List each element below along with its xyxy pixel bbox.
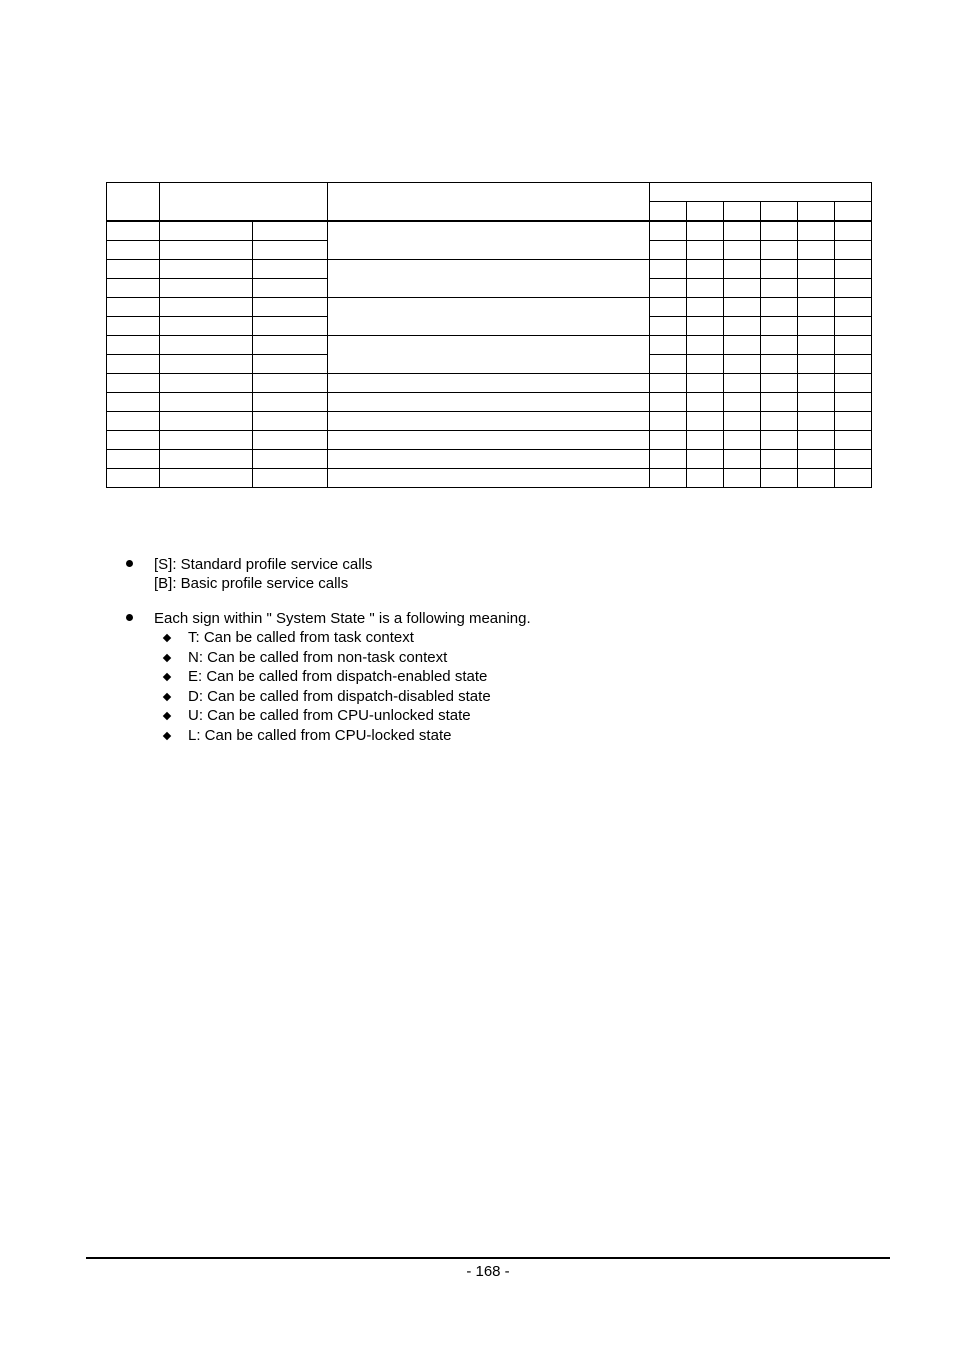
profile-note-line: [S]: Standard profile service calls [154, 556, 373, 573]
table-cell [835, 336, 872, 355]
table-cell [650, 450, 687, 469]
diamond-bullet-icon [163, 692, 171, 700]
table-cell [107, 241, 160, 260]
state-header-cell [724, 202, 761, 222]
table-row [107, 412, 872, 431]
service-call-table [106, 182, 872, 488]
table-cell [761, 241, 798, 260]
table-row [107, 450, 872, 469]
table-cell [650, 298, 687, 317]
table-cell [835, 221, 872, 241]
table-cell [107, 374, 160, 393]
table-cell [761, 450, 798, 469]
table-cell [798, 412, 835, 431]
table-cell [761, 431, 798, 450]
table-cell [160, 374, 253, 393]
table-cell [253, 412, 328, 431]
table-row [107, 469, 872, 488]
table-row [107, 393, 872, 412]
table-cell [687, 279, 724, 298]
table-cell [724, 431, 761, 450]
table-cell [253, 279, 328, 298]
table-cell [107, 336, 160, 355]
table-cell [761, 355, 798, 374]
table-cell [107, 221, 160, 241]
table-cell [835, 431, 872, 450]
table-cell [798, 298, 835, 317]
description-cell [328, 374, 650, 393]
table-cell [107, 412, 160, 431]
list-item [154, 726, 824, 746]
table-row [107, 221, 872, 241]
table-cell [160, 431, 253, 450]
table-cell [798, 221, 835, 241]
description-cell [328, 469, 650, 488]
state-header-cell [761, 202, 798, 222]
table-cell [107, 393, 160, 412]
table-cell [687, 431, 724, 450]
profile-note-line: [B]: Basic profile service calls [154, 575, 349, 592]
description-cell [328, 260, 650, 298]
description-cell [328, 336, 650, 374]
table-header-cell [107, 183, 160, 222]
footer-divider [86, 1257, 890, 1259]
list-item [154, 706, 824, 726]
table-cell [253, 431, 328, 450]
table-cell [253, 241, 328, 260]
table-cell [798, 279, 835, 298]
table-cell [650, 374, 687, 393]
table-cell [253, 469, 328, 488]
bullet-icon [126, 560, 133, 567]
table-cell [835, 241, 872, 260]
table-cell [761, 279, 798, 298]
table-cell [761, 260, 798, 279]
table-cell [835, 355, 872, 374]
description-cell [328, 431, 650, 450]
table-cell [798, 450, 835, 469]
table-cell [724, 469, 761, 488]
table-cell [687, 355, 724, 374]
system-state-note [124, 609, 824, 745]
description-cell [328, 450, 650, 469]
description-cell [328, 221, 650, 260]
table-cell [798, 393, 835, 412]
table-cell [835, 279, 872, 298]
table-cell [724, 450, 761, 469]
table-cell [650, 469, 687, 488]
table-cell [835, 260, 872, 279]
table-cell [650, 279, 687, 298]
table-cell [160, 336, 253, 355]
table-cell [107, 431, 160, 450]
table-cell [650, 241, 687, 260]
table-cell [687, 450, 724, 469]
table-cell [761, 336, 798, 355]
table-cell [160, 260, 253, 279]
table-cell [687, 336, 724, 355]
description-cell [328, 393, 650, 412]
table-cell [253, 221, 328, 241]
table-cell [160, 279, 253, 298]
table-cell [160, 298, 253, 317]
system-state-list [154, 628, 824, 745]
table-cell [253, 260, 328, 279]
table-cell [835, 374, 872, 393]
table-cell [253, 336, 328, 355]
table-cell [107, 298, 160, 317]
table-cell [687, 469, 724, 488]
table-cell [650, 431, 687, 450]
table-cell [798, 336, 835, 355]
table-cell [253, 374, 328, 393]
list-item [154, 667, 824, 687]
list-item-text: U: Can be called from CPU-unlocked state [188, 707, 471, 724]
table-cell [160, 393, 253, 412]
table-cell [724, 298, 761, 317]
list-item-text: E: Can be called from dispatch-enabled state [188, 668, 488, 685]
table-cell [761, 374, 798, 393]
table-cell [835, 298, 872, 317]
table-cell [835, 317, 872, 336]
table-cell [724, 374, 761, 393]
table-cell [798, 317, 835, 336]
table-cell [724, 260, 761, 279]
table-cell [650, 260, 687, 279]
table-cell [724, 412, 761, 431]
table-cell [687, 393, 724, 412]
table-cell [724, 336, 761, 355]
table-header-cell [328, 183, 650, 222]
list-item [154, 687, 824, 707]
table-cell [761, 412, 798, 431]
diamond-bullet-icon [163, 712, 171, 720]
table-cell [798, 241, 835, 260]
table-row [107, 336, 872, 355]
description-cell [328, 412, 650, 431]
table-cell [798, 469, 835, 488]
system-state-intro: Each sign within " System State " is a following meaning. [154, 610, 531, 627]
table-cell [160, 317, 253, 336]
table-cell [650, 412, 687, 431]
notes-section [124, 555, 824, 761]
state-header-cell [835, 202, 872, 222]
list-item-text: L: Can be called from CPU-locked state [188, 726, 452, 744]
state-header-cell [798, 202, 835, 222]
table-cell [160, 450, 253, 469]
table-cell [687, 221, 724, 241]
list-item-text: D: Can be called from dispatch-disabled state [188, 687, 491, 705]
table-cell [160, 355, 253, 374]
list-item [154, 648, 824, 668]
table-cell [687, 260, 724, 279]
table-cell [160, 412, 253, 431]
table-cell [798, 355, 835, 374]
state-header-cell [650, 202, 687, 222]
list-item-text: T: Can be called from task context [188, 629, 414, 646]
profile-note [124, 555, 824, 593]
table-cell [687, 374, 724, 393]
page-number: - 168 - [466, 1263, 510, 1280]
table-cell [650, 393, 687, 412]
diamond-bullet-icon [163, 673, 171, 681]
table-cell [160, 221, 253, 241]
bullet-icon [126, 614, 133, 621]
table-row [107, 431, 872, 450]
table-cell [724, 393, 761, 412]
table-cell [761, 298, 798, 317]
table-cell [253, 355, 328, 374]
table-cell [687, 241, 724, 260]
table-cell [798, 374, 835, 393]
state-header-cell [687, 202, 724, 222]
table-cell [650, 355, 687, 374]
table-cell [798, 260, 835, 279]
table-cell [761, 469, 798, 488]
table-cell [761, 221, 798, 241]
table-row [107, 298, 872, 317]
table-cell [724, 355, 761, 374]
table-cell [687, 298, 724, 317]
table-cell [160, 469, 253, 488]
table-cell [107, 317, 160, 336]
table-header-cell [160, 183, 328, 222]
table-cell [724, 317, 761, 336]
table-cell [253, 450, 328, 469]
table-cell [761, 317, 798, 336]
table-cell [650, 336, 687, 355]
table-cell [835, 469, 872, 488]
table-cell [724, 241, 761, 260]
system-state-header-cell [650, 183, 872, 202]
table-cell [650, 317, 687, 336]
table-cell [253, 317, 328, 336]
table-cell [160, 241, 253, 260]
table-cell [835, 450, 872, 469]
table-cell [687, 412, 724, 431]
list-item-text: N: Can be called from non-task context [188, 648, 448, 666]
table-cell [724, 221, 761, 241]
table-cell [724, 279, 761, 298]
table-cell [650, 221, 687, 241]
table-row [107, 260, 872, 279]
table-cell [107, 260, 160, 279]
table-cell [835, 412, 872, 431]
table-cell [687, 317, 724, 336]
table-row [107, 374, 872, 393]
table-cell [107, 279, 160, 298]
table-cell [107, 355, 160, 374]
list-item [154, 628, 824, 648]
table-header-row [107, 183, 872, 202]
table-cell [253, 298, 328, 317]
table-cell [761, 393, 798, 412]
table-cell [107, 450, 160, 469]
table-cell [798, 431, 835, 450]
diamond-bullet-icon [163, 653, 171, 661]
table-cell [107, 469, 160, 488]
table-cell [253, 393, 328, 412]
diamond-bullet-icon [163, 731, 171, 739]
diamond-bullet-icon [163, 634, 171, 642]
table-cell [835, 393, 872, 412]
description-cell [328, 298, 650, 336]
